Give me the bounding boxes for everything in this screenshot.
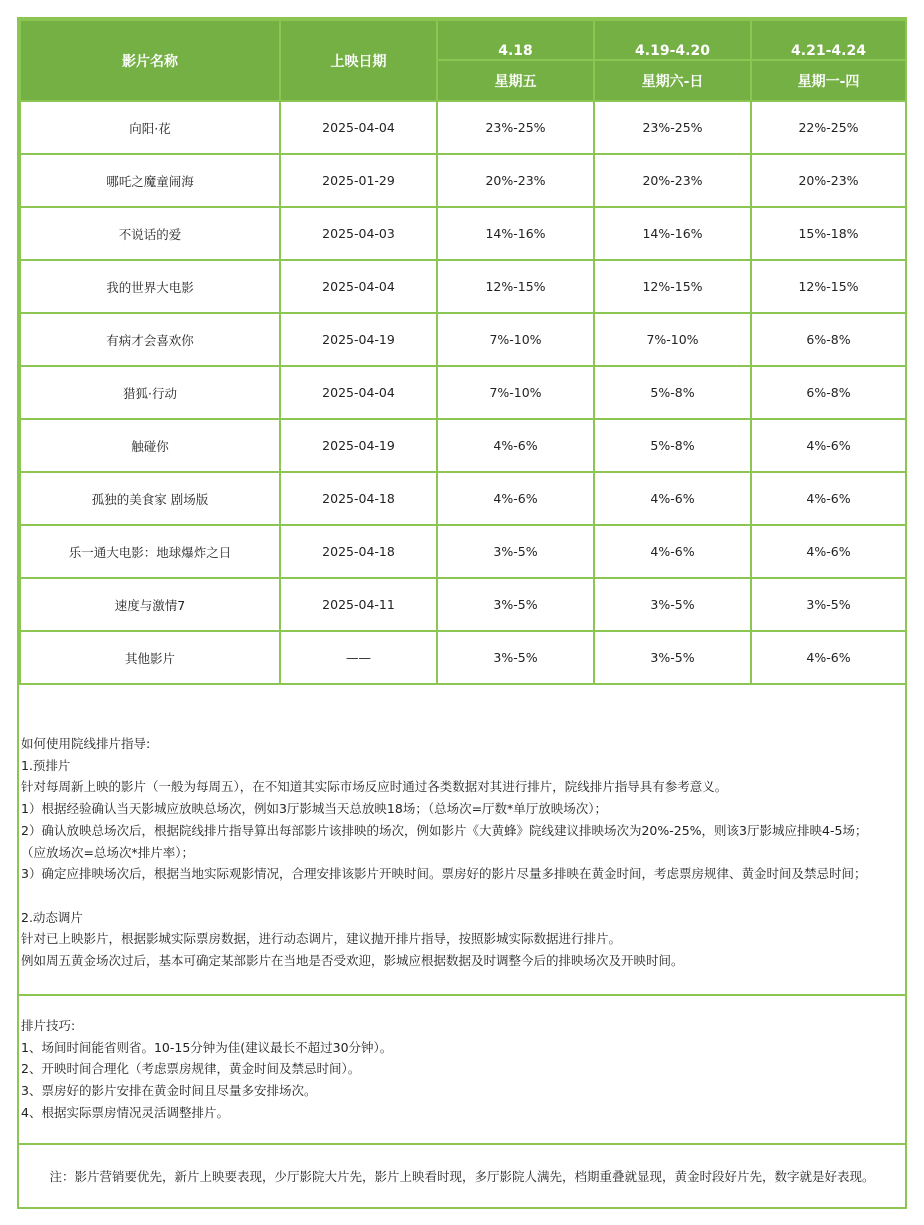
release-date-cell: 2025-04-18 (280, 525, 437, 578)
release-date-cell: —— (280, 631, 437, 684)
guide-line: 2.动态调片 (21, 909, 83, 925)
release-date-cell: 2025-04-19 (280, 419, 437, 472)
footnote: 注：影片营销要优先，新片上映要表现，少厅影院大片先，影片上映看时现，多厅影院人满先，档期重叠就显现，黄金时段好片先，数字就是好表现。 (49, 1169, 875, 1184)
film-name-cell: 速度与激情7 (20, 578, 280, 631)
film-name-cell: 向阳·花 (20, 101, 280, 154)
section-divider (19, 994, 905, 996)
period-3-rate-cell: 4%-6% (751, 419, 906, 472)
section-divider (19, 1143, 905, 1145)
release-date-cell: 2025-04-19 (280, 313, 437, 366)
header-release-date: 上映日期 (280, 20, 437, 101)
period-3-rate-cell: 12%-15% (751, 260, 906, 313)
header-period-1-day: 星期五 (437, 60, 594, 101)
schedule-table (19, 19, 907, 685)
guide-line: 如何使用院线排片指导: (21, 736, 151, 751)
release-date-cell: 2025-04-18 (280, 472, 437, 525)
tips-line: 2、开映时间合理化（考虑票房规律，黄金时间及禁忌时间）。 (21, 1061, 361, 1077)
release-date-cell: 2025-04-03 (280, 207, 437, 260)
table-row (20, 419, 906, 472)
header-film-name: 影片名称 (20, 20, 280, 101)
period-1-rate-cell: 3%-5% (437, 525, 594, 578)
period-3-rate-cell: 20%-23% (751, 154, 906, 207)
release-date-cell: 2025-04-04 (280, 366, 437, 419)
release-date-cell: 2025-01-29 (280, 154, 437, 207)
header-period-3-day: 星期一-四 (751, 60, 906, 101)
guide-line: 针对每周新上映的影片（一般为每周五），在不知道其实际市场反应时通过各类数据对其进行排片，院线排片指导具有参考意义。 (21, 779, 728, 795)
guide-line: 针对已上映影片，根据影城实际票房数据，进行动态调片，建议抛开排片指导，按照影城实际数据进行排片。 (21, 931, 622, 947)
period-2-rate-cell: 3%-5% (594, 578, 751, 631)
release-date-cell: 2025-04-11 (280, 578, 437, 631)
period-1-rate-cell: 4%-6% (437, 419, 594, 472)
table-row (20, 101, 906, 154)
period-3-rate-cell: 22%-25% (751, 101, 906, 154)
period-1-rate-cell: 23%-25% (437, 101, 594, 154)
document-frame (17, 17, 907, 1209)
period-1-rate-cell: 12%-15% (437, 260, 594, 313)
film-name-cell: 我的世界大电影 (20, 260, 280, 313)
period-2-rate-cell: 3%-5% (594, 631, 751, 684)
tips-line: 排片技巧: (21, 1018, 76, 1033)
film-name-cell: 乐一通大电影：地球爆炸之日 (20, 525, 280, 578)
guide-line: 1.预排片 (21, 757, 71, 773)
period-3-rate-cell: 15%-18% (751, 207, 906, 260)
guide-line: 1）根据经验确认当天影城应放映总场次，例如3厅影城当天总放映18场；（总场次=厅数*单厅放映场次）； (21, 801, 608, 817)
guide-line: 例如周五黄金场次过后，基本可确定某部影片在当地是否受欢迎，影城应根据数据及时调整今后的排映场次及开映时间。 (21, 953, 684, 969)
period-1-rate-cell: 3%-5% (437, 578, 594, 631)
period-2-rate-cell: 14%-16% (594, 207, 751, 260)
table-row (20, 154, 906, 207)
film-name-cell: 触碰你 (20, 419, 280, 472)
header-period-2-date: 4.19-4.20 (594, 20, 751, 60)
period-1-rate-cell: 7%-10% (437, 313, 594, 366)
film-name-cell: 有病才会喜欢你 (20, 313, 280, 366)
table-row (20, 472, 906, 525)
table-row (20, 207, 906, 260)
table-row (20, 313, 906, 366)
table-row (20, 366, 906, 419)
tips-line: 3、票房好的影片安排在黄金时间且尽量多安排场次。 (21, 1083, 317, 1099)
film-name-cell: 哪吒之魔童闹海 (20, 154, 280, 207)
period-2-rate-cell: 4%-6% (594, 472, 751, 525)
tips-line: 4、根据实际票房情况灵活调整排片。 (21, 1104, 229, 1120)
period-2-rate-cell: 20%-23% (594, 154, 751, 207)
film-name-cell: 猎狐·行动 (20, 366, 280, 419)
guide-line: 2）确认放映总场次后，根据院线排片指导算出每部影片该排映的场次，例如影片《大黄蜂》院线建议排映场次为20%-25%，则该3厅影城应排映4-5场； (21, 822, 868, 838)
period-2-rate-cell: 12%-15% (594, 260, 751, 313)
table-row (20, 631, 906, 684)
period-1-rate-cell: 4%-6% (437, 472, 594, 525)
period-2-rate-cell: 23%-25% (594, 101, 751, 154)
period-3-rate-cell: 6%-8% (751, 313, 906, 366)
film-name-cell: 不说话的爱 (20, 207, 280, 260)
period-3-rate-cell: 3%-5% (751, 578, 906, 631)
period-2-rate-cell: 4%-6% (594, 525, 751, 578)
period-2-rate-cell: 5%-8% (594, 366, 751, 419)
film-name-cell: 其他影片 (20, 631, 280, 684)
film-name-cell: 孤独的美食家 剧场版 (20, 472, 280, 525)
usage-guide (19, 733, 905, 972)
release-date-cell: 2025-04-04 (280, 260, 437, 313)
header-period-2-day: 星期六-日 (594, 60, 751, 101)
guide-line: （应放场次=总场次*排片率）； (21, 844, 194, 860)
table-row (20, 260, 906, 313)
period-1-rate-cell: 14%-16% (437, 207, 594, 260)
period-2-rate-cell: 5%-8% (594, 419, 751, 472)
period-1-rate-cell: 7%-10% (437, 366, 594, 419)
period-2-rate-cell: 7%-10% (594, 313, 751, 366)
header-period-3-date: 4.21-4.24 (751, 20, 906, 60)
tips-line: 1、场间时间能省则省。10-15分钟为佳(建议最长不超过30分钟）。 (21, 1039, 393, 1055)
table-row (20, 578, 906, 631)
period-3-rate-cell: 4%-6% (751, 472, 906, 525)
scheduling-tips (19, 1015, 905, 1124)
period-3-rate-cell: 4%-6% (751, 525, 906, 578)
period-1-rate-cell: 20%-23% (437, 154, 594, 207)
release-date-cell: 2025-04-04 (280, 101, 437, 154)
table-row (20, 525, 906, 578)
period-3-rate-cell: 6%-8% (751, 366, 906, 419)
period-3-rate-cell: 4%-6% (751, 631, 906, 684)
guide-line: 3）确定应排映场次后，根据当地实际观影情况，合理安排该影片开映时间。票房好的影片尽量多排映在黄金时间，考虑票房规律、黄金时间及禁忌时间； (21, 866, 867, 882)
header-period-1-date: 4.18 (437, 20, 594, 60)
guide-line (21, 885, 905, 907)
period-1-rate-cell: 3%-5% (437, 631, 594, 684)
